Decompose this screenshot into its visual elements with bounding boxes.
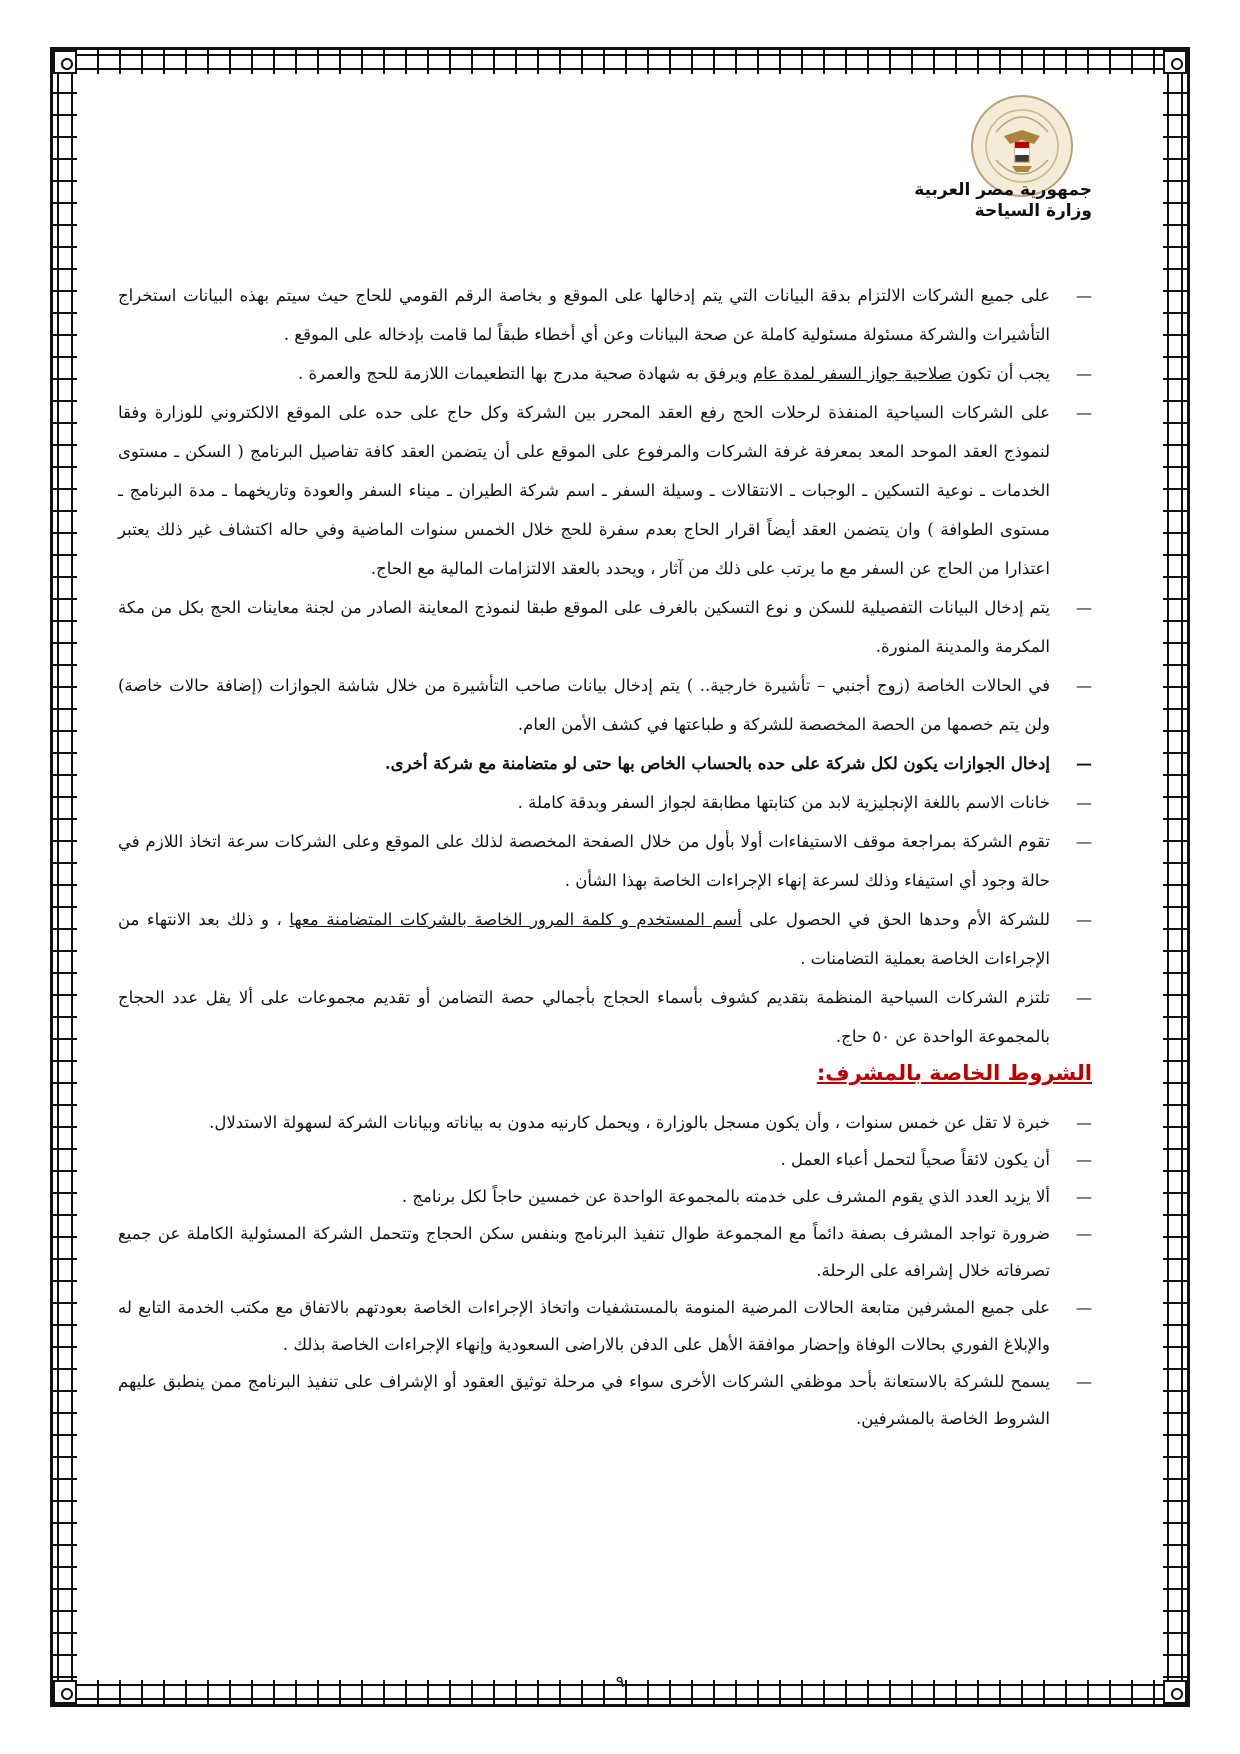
list-item: — ألا يزيد العدد الذي يقوم المشرف على خدمته بالمجموعة الواحدة عن خمسين حاجاً لكل برنامج . [118,1178,1092,1215]
border-corner [53,50,77,74]
list-item: — للشركة الأم وحدها الحق في الحصول على أسم المستخدم و كلمة المرور الخاصة بالشركات المتضامنة معها ، و ذلك بعد الانتهاء من الإجراءات الخاصة بعملية التضامنات . [118,900,1092,978]
border-corner [1163,50,1187,74]
country-name: جمهورية مصر العربية [914,180,1092,200]
list-item: — على جميع المشرفين متابعة الحالات المرضية المنومة بالمستشفيات واتخاذ الإجراءات الخاصة بعودتهم بالاتفاق مع مكتب الخدمة التابع له والإبلاغ الفوري بحالات الوفاة وإحضار موافقة الأهل على الدفن بالاراضى السعودية وإنهاء الإجراءات الخاصة بذلك . [118,1289,1092,1363]
document-body [118,276,1092,1437]
section-title: الشروط الخاصة بالمشرف: [816,1061,1092,1085]
list-item: — خانات الاسم باللغة الإنجليزية لابد من كتابتها مطابقة لجواز السفر وبدقة كاملة . [118,783,1092,822]
border-top [53,50,1187,74]
ministry-name: وزارة السياحة [974,201,1092,221]
border-right [1163,50,1187,1704]
list-item: — على جميع الشركات الالتزام بدقة البيانات التي يتم إدخالها على الموقع و بخاصة الرقم القومي للحاج حيث سيتم بهذه البيانات استخراج التأشيرات والشركة مسئولة مسئولية كاملة عن صحة البيانات وعن أي أخطاء طبقاً لما قامت بإدخاله على الموقع . [118,276,1092,354]
list-item: — خبرة لا تقل عن خمس سنوات ، وأن يكون مسجل بالوزارة ، ويحمل كارنيه مدون به بياناته وبيانات الشركة لسهولة الاستدلال. [118,1104,1092,1141]
list-item: — على الشركات السياحية المنفذة لرحلات الحج رفع العقد المحرر بين الشركة وكل حاج على حده على الموقع الالكتروني للوزارة وفقا لنموذج العقد الموحد المعد بمعرفة غرفة الشركات والمرفوع على الموقع على أن يتضمن العقد كافة تفاصيل البرنامج ( السكن ـ مستوى الخدمات ـ نوعية التسكين ـ الوجبات ـ الانتقالات ـ وسيلة السفر ـ اسم شركة الطيران ـ ميناء السفر والعودة وتاريخهما ـ مدة البرنامج ـ مستوى الطوافة ) وان يتضمن العقد أيضاً اقرار الحاج بعدم سفرة للحج خلال الخمس سنوات الماضية وفي حاله اكتشاف غير ذلك يعتبر اعتذارا من الحاج عن السفر مع ما يرتب على ذلك من آثار ، ويحدد بالعقد الالتزامات المالية مع الحاج. [118,393,1092,588]
list-item: — تلتزم الشركات السياحية المنظمة بتقديم كشوف بأسماء الحجاج بأجمالي حصة التضامن أو تقديم مجموعات على ألا يقل عدد الحجاج بالمجموعة الواحدة عن ٥٠ حاج. [118,978,1092,1056]
list-item: — أن يكون لائقاً صحياً لتحمل أعباء العمل . [118,1141,1092,1178]
header-block [914,180,1092,222]
list-item: — إدخال الجوازات يكون لكل شركة على حده بالحساب الخاص بها حتى لو متضامنة مع شركة أخرى. [118,744,1092,783]
list-item: — يسمح للشركة بالاستعانة بأحد موظفي الشركات الأخرى سواء في مرحلة توثيق العقود أو الإشراف على تنفيذ البرنامج ممن ينطبق عليهم الشروط الخاصة بالمشرفين. [118,1363,1092,1437]
list-item: — ضرورة تواجد المشرف بصفة دائماً مع المجموعة طوال تنفيذ البرنامج وبنفس سكن الحجاج وتتحمل الشركة المسئولية الكاملة عن جميع تصرفاته خلال إشرافه على الرحلة. [118,1215,1092,1289]
border-left [53,50,77,1704]
list-item: — يجب أن تكون صلاحية جواز السفر لمدة عام ويرفق به شهادة صحية مدرج بها التطعيمات اللازمة للحج والعمرة . [118,354,1092,393]
list-item: — تقوم الشركة بمراجعة موقف الاستيفاءات أولا بأول من خلال الصفحة المخصصة لذلك على الموقع وعلى الشركات سرعة اتخاذ اللازم في حالة وجود أي استيفاء وذلك لسرعة إنهاء الإجراءات الخاصة بهذا الشأن . [118,822,1092,900]
list-item: — في الحالات الخاصة (زوج أجنبي – تأشيرة خارجية.. ) يتم إدخال بيانات صاحب التأشيرة من خلال شاشة الجوازات (إضافة حالات خاصة) ولن يتم خصمها من الحصة المخصصة للشركة و طباعتها في كشف الأمن العام. [118,666,1092,744]
list-item: — يتم إدخال البيانات التفصيلية للسكن و نوع التسكين بالغرف على الموقع طبقا لنموذج المعاينة الصادر من لجنة معاينات الحج بكل من مكة المكرمة والمدينة المنورة. [118,588,1092,666]
page-number: ٩ [615,1672,625,1691]
